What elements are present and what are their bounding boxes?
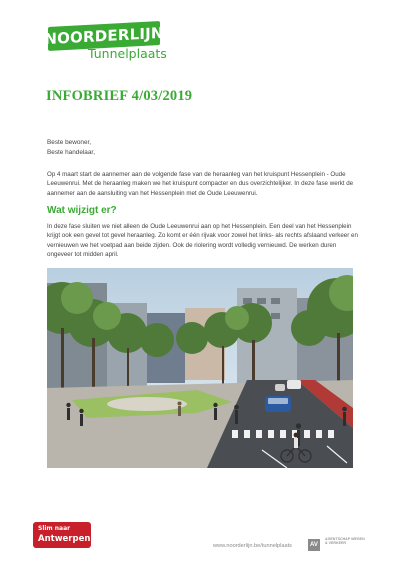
greeting-line-1: Beste bewoner, [47,139,92,146]
badge-line-1: Slim naar [38,525,71,532]
slim-naar-antwerpen-logo [33,522,91,548]
section-body: In deze fase sluiten we niet alleen de Oude Leeuwenrui aan op het Hessenplein. Een deel van het Hessenplein krijgt ook een gevel tot gevel heraanleg. Zo komt er één rijvak voor zowel het links- als rechts afslaand verkeer en vernieuwen we het voetpad aan beide zijden. Ook de riolering wordt volledig vernieuwd. De werken duren ongeveer tot midden april. [47,223,358,259]
logo-name: NOORDERLIJN [44,23,164,49]
logo-subtitle: Tunnelplaats [88,46,167,61]
page-title: INFOBRIEF 4/03/2019 [46,88,193,104]
greeting [47,138,95,157]
street-rendering-image [47,268,353,468]
agency-name: AGENTSCHAP WEGEN & VERKEER [325,537,365,546]
intro-paragraph: Op 4 maart start de aannemer aan de volgende fase van de heraanleg van het kruispunt Hessenplein - Oude Leeuwenrui. Met de heraanleg maken we het kruispunt compacter en dus overzichtelijker. In deze fase werkt de aannemer aan de aansluiting van het Hessenplein met de Oude Leeuwenrui. [47,171,354,197]
badge-line-2: Antwerpen [38,534,91,544]
agency-logo-icon: AV [308,539,320,551]
footer-url[interactable]: www.noorderlijn.be/tunnelplaats [213,543,292,549]
greeting-line-2: Beste handelaar, [47,148,95,156]
section-heading: Wat wijzigt er? [47,205,117,216]
